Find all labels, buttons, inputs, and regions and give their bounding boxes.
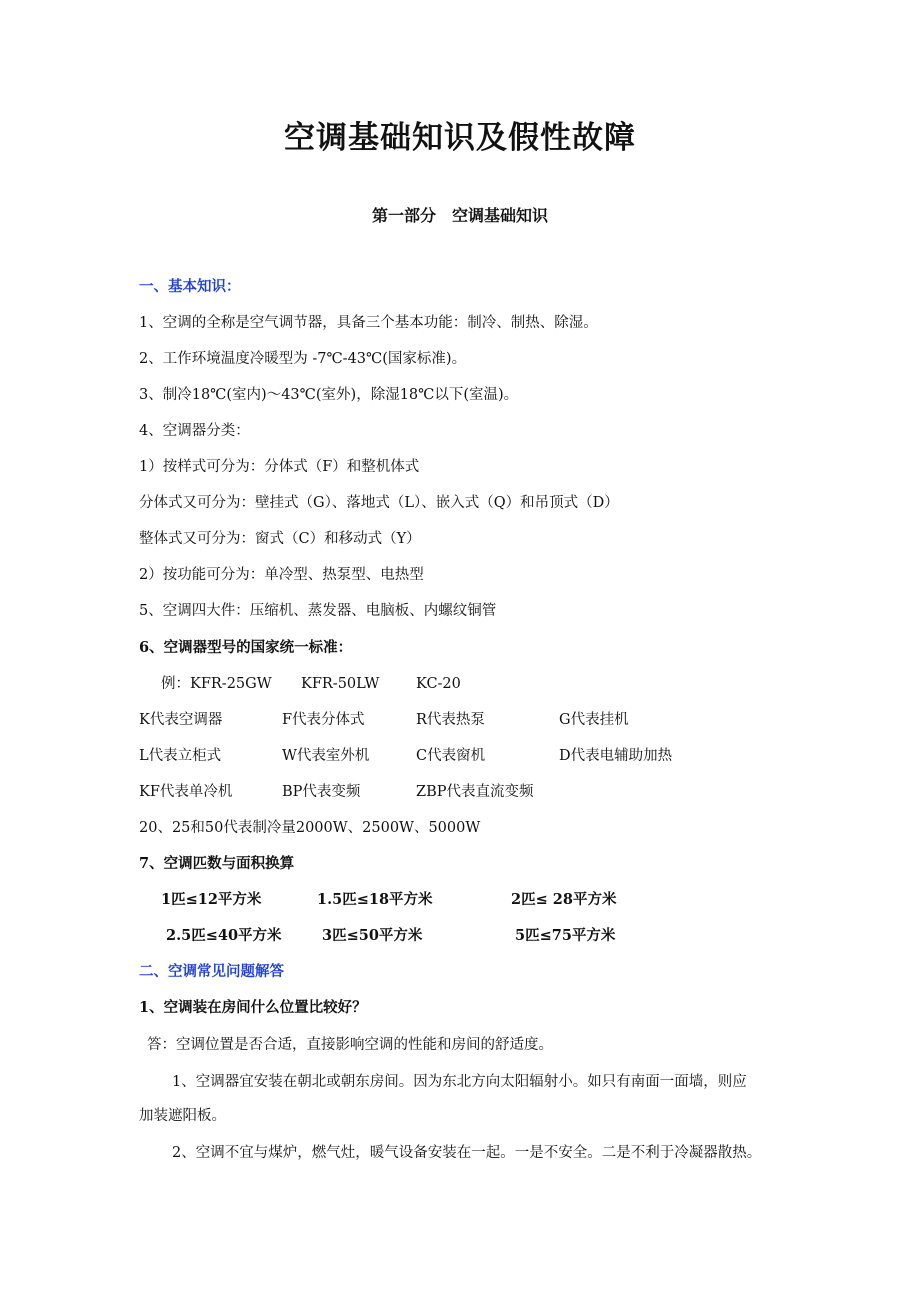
code-w: W代表室外机 <box>282 748 370 764</box>
area-1-5hp: 1.5匹≤18平方米 <box>317 891 433 908</box>
code-kf: KF代表单冷机 <box>139 784 233 800</box>
code-c: C代表窗机 <box>416 748 486 764</box>
basic-item-4: 4、空调器分类： <box>139 423 250 439</box>
code-d: D代表电辅助加热 <box>559 748 673 764</box>
model-standard-heading: 6、空调器型号的国家统一标准： <box>139 639 353 656</box>
area-heading: 7、空调匹数与面积换算 <box>139 855 295 872</box>
code-r: R代表热泵 <box>416 712 485 728</box>
basic-item-3: 3、制冷18℃(室内)～43℃(室外)，除湿18℃以下(室温)。 <box>139 387 519 403</box>
classification-function: 2）按功能可分为：单冷型、热泵型、电热型 <box>139 567 424 583</box>
area-2-5hp: 2.5匹≤40平方米 <box>166 927 282 944</box>
code-f: F代表分体式 <box>282 712 365 728</box>
basic-item-2: 2、工作环境温度冷暖型为 -7℃-43℃(国家标准)。 <box>139 351 467 367</box>
area-1hp: 1匹≤12平方米 <box>161 891 262 908</box>
section1-heading: 一、基本知识： <box>139 278 241 295</box>
section2-heading: 二、空调常见问题解答 <box>139 963 284 980</box>
document-title: 空调基础知识及假性故障 <box>284 120 636 156</box>
code-k: K代表空调器 <box>139 712 223 728</box>
part-heading: 第一部分 空调基础知识 <box>371 206 548 225</box>
question-1: 1、空调装在房间什么位置比较好？ <box>139 999 367 1016</box>
model-example-2: KFR-50LW <box>301 676 380 692</box>
answer-point-2: 2、空调不宜与煤炉，燃气灶，暖气设备安装在一起。一是不安全。二是不利于冷凝器散热。 <box>172 1145 762 1161</box>
model-example-3: KC-20 <box>416 676 461 692</box>
answer-point-1-cont: 加装遮阳板。 <box>139 1108 226 1124</box>
code-zbp: ZBP代表直流变频 <box>416 784 534 800</box>
basic-item-5: 5、空调四大件：压缩机、蒸发器、电脑板、内螺纹铜管 <box>139 603 497 619</box>
area-2hp: 2匹≤ 28平方米 <box>511 891 617 908</box>
classification-style: 1）按样式可分为：分体式（F）和整机体式 <box>139 459 420 475</box>
code-l: L代表立柜式 <box>139 748 222 764</box>
classification-integral: 整体式又可分为：窗式（C）和移动式（Y） <box>139 531 421 547</box>
capacity-note: 20、25和50代表制冷量2000W、2500W、5000W <box>139 820 481 836</box>
model-example-1: 例：KFR-25GW <box>161 676 272 692</box>
answer-intro: 答：空调位置是否合适，直接影响空调的性能和房间的舒适度。 <box>147 1037 553 1053</box>
code-g: G代表挂机 <box>559 712 629 728</box>
area-5hp: 5匹≤75平方米 <box>515 927 616 944</box>
classification-split: 分体式又可分为：壁挂式（G）、落地式（L）、嵌入式（Q）和吊顶式（D） <box>139 495 619 511</box>
basic-item-1: 1、空调的全称是空气调节器，具备三个基本功能：制冷、制热、除湿。 <box>139 315 598 331</box>
area-3hp: 3匹≤50平方米 <box>322 927 423 944</box>
code-bp: BP代表变频 <box>282 784 361 800</box>
answer-point-1: 1、空调器宜安装在朝北或朝东房间。因为东北方向太阳辐射小。如只有南面一面墙，则应 <box>172 1074 747 1090</box>
